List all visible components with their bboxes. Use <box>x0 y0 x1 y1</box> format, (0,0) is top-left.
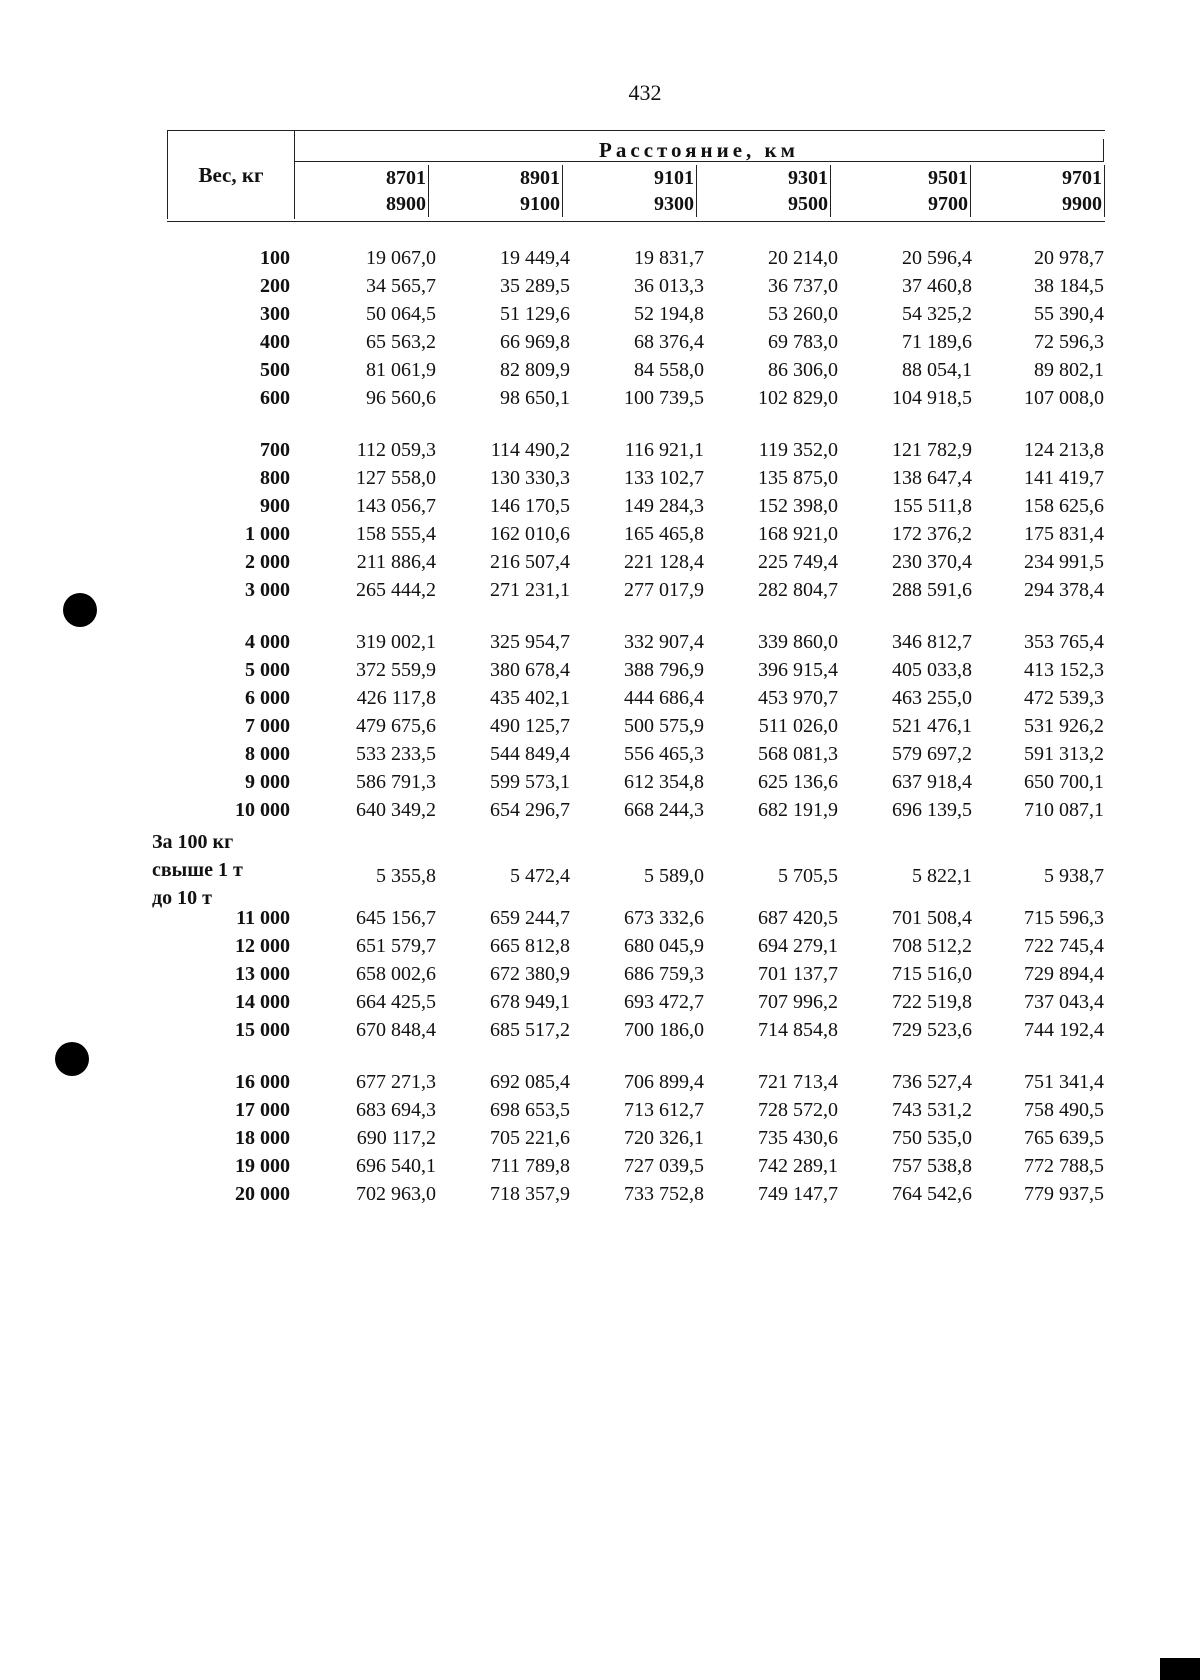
rate-cell: 500 575,9 <box>624 715 704 737</box>
range-from: 9701 <box>1062 167 1102 189</box>
rate-cell: 696 540,1 <box>356 1155 436 1177</box>
rate-cell: 728 572,0 <box>758 1099 838 1121</box>
rate-cell: 175 831,4 <box>1024 523 1104 545</box>
weight-cell: 14 000 <box>235 991 290 1013</box>
rate-cell: 718 357,9 <box>490 1183 570 1205</box>
rate-cell: 757 538,8 <box>892 1155 972 1177</box>
rate-cell: 20 978,7 <box>1034 247 1104 269</box>
rate-cell: 380 678,4 <box>490 659 570 681</box>
weight-cell: 3 000 <box>245 579 290 601</box>
table-row <box>150 656 1110 684</box>
weight-cell: 800 <box>260 467 290 489</box>
rate-cell: 544 849,4 <box>490 743 570 765</box>
rate-cell: 694 279,1 <box>758 935 838 957</box>
rate-cell: 677 271,3 <box>356 1071 436 1093</box>
rate-cell: 706 899,4 <box>624 1071 704 1093</box>
rate-cell: 659 244,7 <box>490 907 570 929</box>
page-number: 432 <box>628 80 662 105</box>
weight-cell: 100 <box>260 247 290 269</box>
rate-cell: 690 117,2 <box>356 1127 436 1149</box>
rate-cell: 722 745,4 <box>1024 935 1104 957</box>
rate-cell: 744 192,4 <box>1024 1019 1104 1041</box>
weight-cell: 400 <box>260 331 290 353</box>
rate-cell: 654 296,7 <box>490 799 570 821</box>
rate-cell: 155 511,8 <box>892 495 972 517</box>
table-row <box>150 1124 1110 1152</box>
rate-cell: 288 591,6 <box>892 579 972 601</box>
rate-cell: 702 963,0 <box>356 1183 436 1205</box>
rate-cell: 664 425,5 <box>356 991 436 1013</box>
distance-range-header <box>971 165 1105 217</box>
rate-cell: 81 061,9 <box>366 359 436 381</box>
rate-cell: 38 184,5 <box>1034 275 1104 297</box>
rate-cell: 645 156,7 <box>356 907 436 929</box>
weight-cell: 8 000 <box>245 743 290 765</box>
rate-cell: 20 596,4 <box>902 247 972 269</box>
rate-cell: 696 139,5 <box>892 799 972 821</box>
rate-cell: 700 186,0 <box>624 1019 704 1041</box>
rate-cell: 727 039,5 <box>624 1155 704 1177</box>
rate-cell: 733 752,8 <box>624 1183 704 1205</box>
rate-cell: 69 783,0 <box>768 331 838 353</box>
rate-cell: 711 789,8 <box>490 1155 570 1177</box>
rate-cell: 405 033,8 <box>892 659 972 681</box>
rate-cell: 396 915,4 <box>758 659 838 681</box>
rate-cell: 715 516,0 <box>892 963 972 985</box>
rate-cell: 591 313,2 <box>1024 743 1104 765</box>
range-to: 9700 <box>928 193 968 215</box>
rate-cell: 36 013,3 <box>634 275 704 297</box>
rate-cell: 779 937,5 <box>1024 1183 1104 1205</box>
rate-cell: 743 531,2 <box>892 1099 972 1121</box>
range-to: 9900 <box>1062 193 1102 215</box>
table-row <box>150 384 1110 412</box>
table-row <box>150 244 1110 272</box>
rate-cell: 104 918,5 <box>892 387 972 409</box>
rate-cell: 533 233,5 <box>356 743 436 765</box>
distance-range-header <box>429 165 563 217</box>
range-from: 9101 <box>654 167 694 189</box>
rate-cell: 158 555,4 <box>356 523 436 545</box>
table-row <box>150 768 1110 796</box>
rate-cell: 172 376,2 <box>892 523 972 545</box>
rate-cell: 650 700,1 <box>1024 771 1104 793</box>
rate-cell: 5 822,1 <box>912 865 972 887</box>
rate-cell: 531 926,2 <box>1024 715 1104 737</box>
rate-cell: 143 056,7 <box>356 495 436 517</box>
rate-cell: 146 170,5 <box>490 495 570 517</box>
rate-cell: 346 812,7 <box>892 631 972 653</box>
scan-mark <box>1160 1658 1200 1680</box>
rate-cell: 672 380,9 <box>490 963 570 985</box>
weight-cell: 900 <box>260 495 290 517</box>
rate-cell: 714 854,8 <box>758 1019 838 1041</box>
rate-cell: 20 214,0 <box>768 247 838 269</box>
rate-cell: 751 341,4 <box>1024 1071 1104 1093</box>
table-row <box>150 272 1110 300</box>
table-row <box>150 1068 1110 1096</box>
rate-cell: 444 686,4 <box>624 687 704 709</box>
rate-cell: 586 791,3 <box>356 771 436 793</box>
table-row <box>150 548 1110 576</box>
rate-cell: 413 152,3 <box>1024 659 1104 681</box>
table-header <box>167 130 1105 222</box>
rate-cell: 55 390,4 <box>1034 303 1104 325</box>
rate-cell: 692 085,4 <box>490 1071 570 1093</box>
rate-cell: 19 831,7 <box>634 247 704 269</box>
rate-cell: 722 519,8 <box>892 991 972 1013</box>
range-from: 8901 <box>520 167 560 189</box>
weight-cell: 4 000 <box>245 631 290 653</box>
range-from: 9501 <box>928 167 968 189</box>
rate-cell: 612 354,8 <box>624 771 704 793</box>
table-row <box>150 520 1110 548</box>
range-to: 9100 <box>520 193 560 215</box>
rate-cell: 749 147,7 <box>758 1183 838 1205</box>
rate-cell: 568 081,3 <box>758 743 838 765</box>
per-100kg-label: до 10 т <box>152 887 212 909</box>
weight-cell: 500 <box>260 359 290 381</box>
distance-range-header <box>563 165 697 217</box>
rate-cell: 89 802,1 <box>1034 359 1104 381</box>
rate-cell: 713 612,7 <box>624 1099 704 1121</box>
weight-cell: 1 000 <box>245 523 290 545</box>
rate-cell: 735 430,6 <box>758 1127 838 1149</box>
rate-cell: 637 918,4 <box>892 771 972 793</box>
table-row <box>150 328 1110 356</box>
rate-cell: 599 573,1 <box>490 771 570 793</box>
range-to: 9300 <box>654 193 694 215</box>
weight-cell: 200 <box>260 275 290 297</box>
rate-cell: 225 749,4 <box>758 551 838 573</box>
rate-cell: 158 625,6 <box>1024 495 1104 517</box>
rate-cell: 490 125,7 <box>490 715 570 737</box>
per-100kg-label: свыше 1 т <box>152 859 243 881</box>
table-row <box>150 862 1110 890</box>
range-to: 9500 <box>788 193 828 215</box>
rate-cell: 88 054,1 <box>902 359 972 381</box>
rate-cell: 729 523,6 <box>892 1019 972 1041</box>
rate-cell: 353 765,4 <box>1024 631 1104 653</box>
rate-cell: 625 136,6 <box>758 771 838 793</box>
rate-cell: 463 255,0 <box>892 687 972 709</box>
rate-cell: 82 809,9 <box>500 359 570 381</box>
per-100kg-label: За 100 кг <box>152 831 234 853</box>
rate-cell: 100 739,5 <box>624 387 704 409</box>
range-from: 9301 <box>788 167 828 189</box>
rate-cell: 277 017,9 <box>624 579 704 601</box>
rate-cell: 701 508,4 <box>892 907 972 929</box>
rate-cell: 124 213,8 <box>1024 439 1104 461</box>
rate-cell: 165 465,8 <box>624 523 704 545</box>
table-row <box>150 988 1110 1016</box>
rate-cell: 211 886,4 <box>356 551 436 573</box>
rate-cell: 19 067,0 <box>366 247 436 269</box>
rate-cell: 332 907,4 <box>624 631 704 653</box>
weight-cell: 7 000 <box>245 715 290 737</box>
table-row <box>150 576 1110 604</box>
rate-cell: 234 991,5 <box>1024 551 1104 573</box>
table-row <box>150 740 1110 768</box>
distance-range-header <box>831 165 971 217</box>
rate-cell: 658 002,6 <box>356 963 436 985</box>
weight-cell: 300 <box>260 303 290 325</box>
rate-cell: 119 352,0 <box>758 439 838 461</box>
rate-cell: 736 527,4 <box>892 1071 972 1093</box>
table-row <box>150 1096 1110 1124</box>
weight-cell: 12 000 <box>235 935 290 957</box>
weight-cell: 15 000 <box>235 1019 290 1041</box>
weight-cell: 2 000 <box>245 551 290 573</box>
weight-cell: 600 <box>260 387 290 409</box>
rate-cell: 388 796,9 <box>624 659 704 681</box>
rate-cell: 52 194,8 <box>634 303 704 325</box>
distance-range-header <box>697 165 831 217</box>
rate-cell: 112 059,3 <box>356 439 436 461</box>
rate-cell: 758 490,5 <box>1024 1099 1104 1121</box>
rate-cell: 339 860,0 <box>758 631 838 653</box>
table-row <box>150 904 1110 932</box>
rate-cell: 5 589,0 <box>644 865 704 887</box>
rate-cell: 5 472,4 <box>510 865 570 887</box>
rate-cell: 729 894,4 <box>1024 963 1104 985</box>
weight-cell: 18 000 <box>235 1127 290 1149</box>
rate-cell: 149 284,3 <box>624 495 704 517</box>
rate-cell: 707 996,2 <box>758 991 838 1013</box>
weight-cell: 17 000 <box>235 1099 290 1121</box>
rate-cell: 130 330,3 <box>490 467 570 489</box>
rate-cell: 19 449,4 <box>500 247 570 269</box>
rate-cell: 114 490,2 <box>490 439 570 461</box>
rate-cell: 141 419,7 <box>1024 467 1104 489</box>
rate-cell: 50 064,5 <box>366 303 436 325</box>
table-row <box>150 1152 1110 1180</box>
rate-cell: 708 512,2 <box>892 935 972 957</box>
range-from: 8701 <box>386 167 426 189</box>
distance-header: Расстояние, км <box>295 139 1104 162</box>
table-row <box>150 796 1110 824</box>
table-row <box>150 492 1110 520</box>
rate-cell: 479 675,6 <box>356 715 436 737</box>
table-row <box>150 684 1110 712</box>
table-row <box>150 712 1110 740</box>
rate-cell: 65 563,2 <box>366 331 436 353</box>
rate-cell: 701 137,7 <box>758 963 838 985</box>
rate-cell: 53 260,0 <box>768 303 838 325</box>
rate-cell: 84 558,0 <box>634 359 704 381</box>
rate-cell: 698 653,5 <box>490 1099 570 1121</box>
rate-cell: 710 087,1 <box>1024 799 1104 821</box>
rate-cell: 221 128,4 <box>624 551 704 573</box>
range-to: 8900 <box>386 193 426 215</box>
rate-cell: 772 788,5 <box>1024 1155 1104 1177</box>
weight-cell: 16 000 <box>235 1071 290 1093</box>
weight-cell: 9 000 <box>245 771 290 793</box>
rate-cell: 372 559,9 <box>356 659 436 681</box>
rate-cell: 511 026,0 <box>758 715 838 737</box>
weight-cell: 11 000 <box>236 907 290 929</box>
rate-cell: 5 938,7 <box>1044 865 1104 887</box>
rate-cell: 37 460,8 <box>902 275 972 297</box>
table-row <box>150 1180 1110 1208</box>
rate-cell: 665 812,8 <box>490 935 570 957</box>
rate-cell: 152 398,0 <box>758 495 838 517</box>
rate-cell: 68 376,4 <box>634 331 704 353</box>
table-row <box>150 932 1110 960</box>
rate-cell: 682 191,9 <box>758 799 838 821</box>
weight-cell: 6 000 <box>245 687 290 709</box>
weight-cell: 5 000 <box>245 659 290 681</box>
rate-cell: 294 378,4 <box>1024 579 1104 601</box>
weight-cell: 19 000 <box>235 1155 290 1177</box>
rate-cell: 678 949,1 <box>490 991 570 1013</box>
rate-cell: 216 507,4 <box>490 551 570 573</box>
rate-cell: 72 596,3 <box>1034 331 1104 353</box>
rate-cell: 96 560,6 <box>366 387 436 409</box>
rate-cell: 715 596,3 <box>1024 907 1104 929</box>
weight-cell: 10 000 <box>235 799 290 821</box>
rate-cell: 640 349,2 <box>356 799 436 821</box>
rate-cell: 102 829,0 <box>758 387 838 409</box>
rate-cell: 107 008,0 <box>1024 387 1104 409</box>
rate-cell: 86 306,0 <box>768 359 838 381</box>
rate-cell: 426 117,8 <box>356 687 436 709</box>
weight-column-header: Вес, кг <box>167 131 295 219</box>
rate-cell: 579 697,2 <box>892 743 972 765</box>
rate-cell: 116 921,1 <box>624 439 704 461</box>
table-row <box>150 436 1110 464</box>
rate-cell: 472 539,3 <box>1024 687 1104 709</box>
rate-cell: 98 650,1 <box>500 387 570 409</box>
rate-cell: 680 045,9 <box>624 935 704 957</box>
rate-cell: 670 848,4 <box>356 1019 436 1041</box>
rate-cell: 685 517,2 <box>490 1019 570 1041</box>
rate-cell: 133 102,7 <box>624 467 704 489</box>
table-row <box>150 356 1110 384</box>
rate-cell: 34 565,7 <box>366 275 436 297</box>
rate-cell: 5 705,5 <box>778 865 838 887</box>
rate-cell: 668 244,3 <box>624 799 704 821</box>
rate-cell: 683 694,3 <box>356 1099 436 1121</box>
table-row <box>150 300 1110 328</box>
rate-cell: 66 969,8 <box>500 331 570 353</box>
rate-cell: 71 189,6 <box>902 331 972 353</box>
rate-cell: 36 737,0 <box>768 275 838 297</box>
rate-cell: 121 782,9 <box>892 439 972 461</box>
rate-cell: 435 402,1 <box>490 687 570 709</box>
rate-cell: 230 370,4 <box>892 551 972 573</box>
weight-cell: 20 000 <box>235 1183 290 1205</box>
rate-cell: 737 043,4 <box>1024 991 1104 1013</box>
rate-cell: 693 472,7 <box>624 991 704 1013</box>
rate-cell: 721 713,4 <box>758 1071 838 1093</box>
rate-cell: 673 332,6 <box>624 907 704 929</box>
rate-cell: 687 420,5 <box>758 907 838 929</box>
rate-cell: 5 355,8 <box>376 865 436 887</box>
rate-cell: 54 325,2 <box>902 303 972 325</box>
rate-cell: 705 221,6 <box>490 1127 570 1149</box>
punch-hole <box>55 1042 89 1076</box>
rate-cell: 135 875,0 <box>758 467 838 489</box>
rate-cell: 168 921,0 <box>758 523 838 545</box>
rate-cell: 127 558,0 <box>356 467 436 489</box>
rate-cell: 265 444,2 <box>356 579 436 601</box>
rate-cell: 35 289,5 <box>500 275 570 297</box>
table-row <box>150 1016 1110 1044</box>
rate-cell: 742 289,1 <box>758 1155 838 1177</box>
table-row <box>150 628 1110 656</box>
weight-cell: 13 000 <box>235 963 290 985</box>
rate-cell: 521 476,1 <box>892 715 972 737</box>
rate-cell: 651 579,7 <box>356 935 436 957</box>
table-row <box>150 960 1110 988</box>
distance-range-header <box>295 165 429 217</box>
weight-cell: 700 <box>260 439 290 461</box>
rate-cell: 271 231,1 <box>490 579 570 601</box>
rate-cell: 720 326,1 <box>624 1127 704 1149</box>
rate-cell: 138 647,4 <box>892 467 972 489</box>
rate-cell: 765 639,5 <box>1024 1127 1104 1149</box>
rate-cell: 686 759,3 <box>624 963 704 985</box>
punch-hole <box>63 593 97 627</box>
table-row <box>150 464 1110 492</box>
rate-cell: 750 535,0 <box>892 1127 972 1149</box>
rate-cell: 764 542,6 <box>892 1183 972 1205</box>
rate-cell: 325 954,7 <box>490 631 570 653</box>
rate-cell: 556 465,3 <box>624 743 704 765</box>
rate-cell: 51 129,6 <box>500 303 570 325</box>
rate-cell: 453 970,7 <box>758 687 838 709</box>
rate-cell: 282 804,7 <box>758 579 838 601</box>
rate-cell: 162 010,6 <box>490 523 570 545</box>
rate-cell: 319 002,1 <box>356 631 436 653</box>
